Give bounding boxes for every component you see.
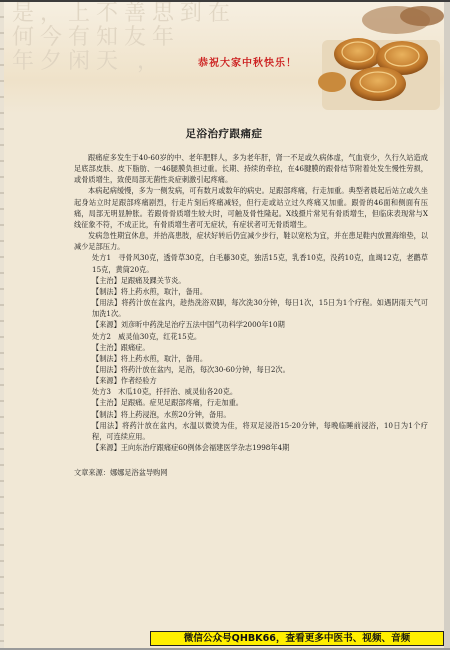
right-scroll-gutter (444, 2, 450, 648)
paragraph: 跟痛症多发生于40-60岁的中、老年肥胖人，多为老年肝，肾一不足或久病体虚，气血衰少，久行久站造成足底部皮肤、皮下脂肪、一46腿膜负担过重。长期、持续的牵拉，在46腱膜的跟骨结节附着处发生慢性劳损，或骨质增生，致使局部无菌性炎症刺激引起疼痛。 (74, 153, 428, 185)
prescription-line: 【主治】足跟痛。症见足跟部疼痛，行走加重。 (92, 398, 243, 408)
prescription-line: 【制法】将上药水煎，取汁，备用。 (92, 286, 208, 296)
prescription-line: 【制法】将上药水煎，取汁，备用。 (92, 353, 208, 363)
article-source: 文章来源：娜娜足浴盆导购网 (74, 468, 168, 478)
festival-greeting: 恭祝大家中秋快乐！ (198, 58, 297, 69)
article-body (74, 152, 428, 478)
header-banner (4, 2, 444, 114)
prescription-line: 【制法】将上药浸泡，水煎20分钟，备用。 (92, 409, 231, 419)
prescription-line: 【用法】将药汁放在盆内，趁热洗浴双脚，每次洗30分钟，每日1次，15日为1个疗程。如遇阴雨天气可加洗1次。 (92, 298, 428, 319)
paragraph: 本病起病缓慢，多为一侧发病，可有数月或数年的病史。足跟部疼痛，行走加重。典型者晨起后站立或久坐起身站立时足跟部疼痛剧烈，行走片刻后疼痛减轻，但行走或站立过久疼痛又加重。跟骨的46面和侧面有压痛，局部无明显肿胀。若跟骨骨质增生较大时，可触及骨性隆起。X线摄片常见有骨质增生，但临床表现常与X线征象不符，不成正比，有骨质增生者可无症状，有症状者可无骨质增生。 (74, 186, 428, 229)
prescription-line: 【主治】跟痛症。 (92, 342, 150, 352)
page-title: 足浴治疗跟痛症 (185, 128, 263, 140)
mooncake-illustration (304, 2, 444, 114)
prescription-line: 【来源】作者经验方 (92, 376, 157, 386)
prescription-line: 【用法】将药汁放在盆内，足浴，每次30-60分钟，每日2次。 (92, 364, 290, 374)
calligraphy-background: 是，上不善思到在 何今有知友年 年夕闲天 ， (12, 2, 237, 74)
prescription-line: 【用法】将药汁放在盆内，水温以微烫为佳，将双足浸浴15-20分钟，每晚临睡前浸浴，10日为1个疗程，可连续应用。 (92, 420, 428, 441)
prescription-line: 【来源】王向东治疗跟痛症60例体会福建医学杂志1998年4期 (92, 443, 290, 453)
document-page (4, 2, 444, 648)
prescription-line: 【来源】刘彦昕中药洗足治疗五法中国气功科学2000年10期 (92, 320, 285, 330)
paragraph: 发病急性期宜休息，并抬高患肢，症状好转后仍宜减少步行，鞋以宽松为宜，并在患足鞋内放置海绵垫，以减少足部压力。 (74, 231, 428, 252)
wechat-promo-banner[interactable]: 微信公众号QHBK66，查看更多中医书、视频、音频 (150, 631, 444, 646)
prescription-heading: 处方3 木瓜10克，扦扦治、威灵仙各20克。 (92, 387, 238, 397)
prescription-line: 【主治】足跟痛及踝关节炎。 (92, 275, 186, 285)
prescription-heading: 处方1 寻骨风30克，透骨草30克，白毛藤30克，独活15克，乳香10克，没药10克，血竭12克，老鹳草15克，黄筒20克。 (92, 253, 428, 274)
prescription-heading: 处方2 威灵仙30克，红花15克。 (92, 331, 202, 341)
